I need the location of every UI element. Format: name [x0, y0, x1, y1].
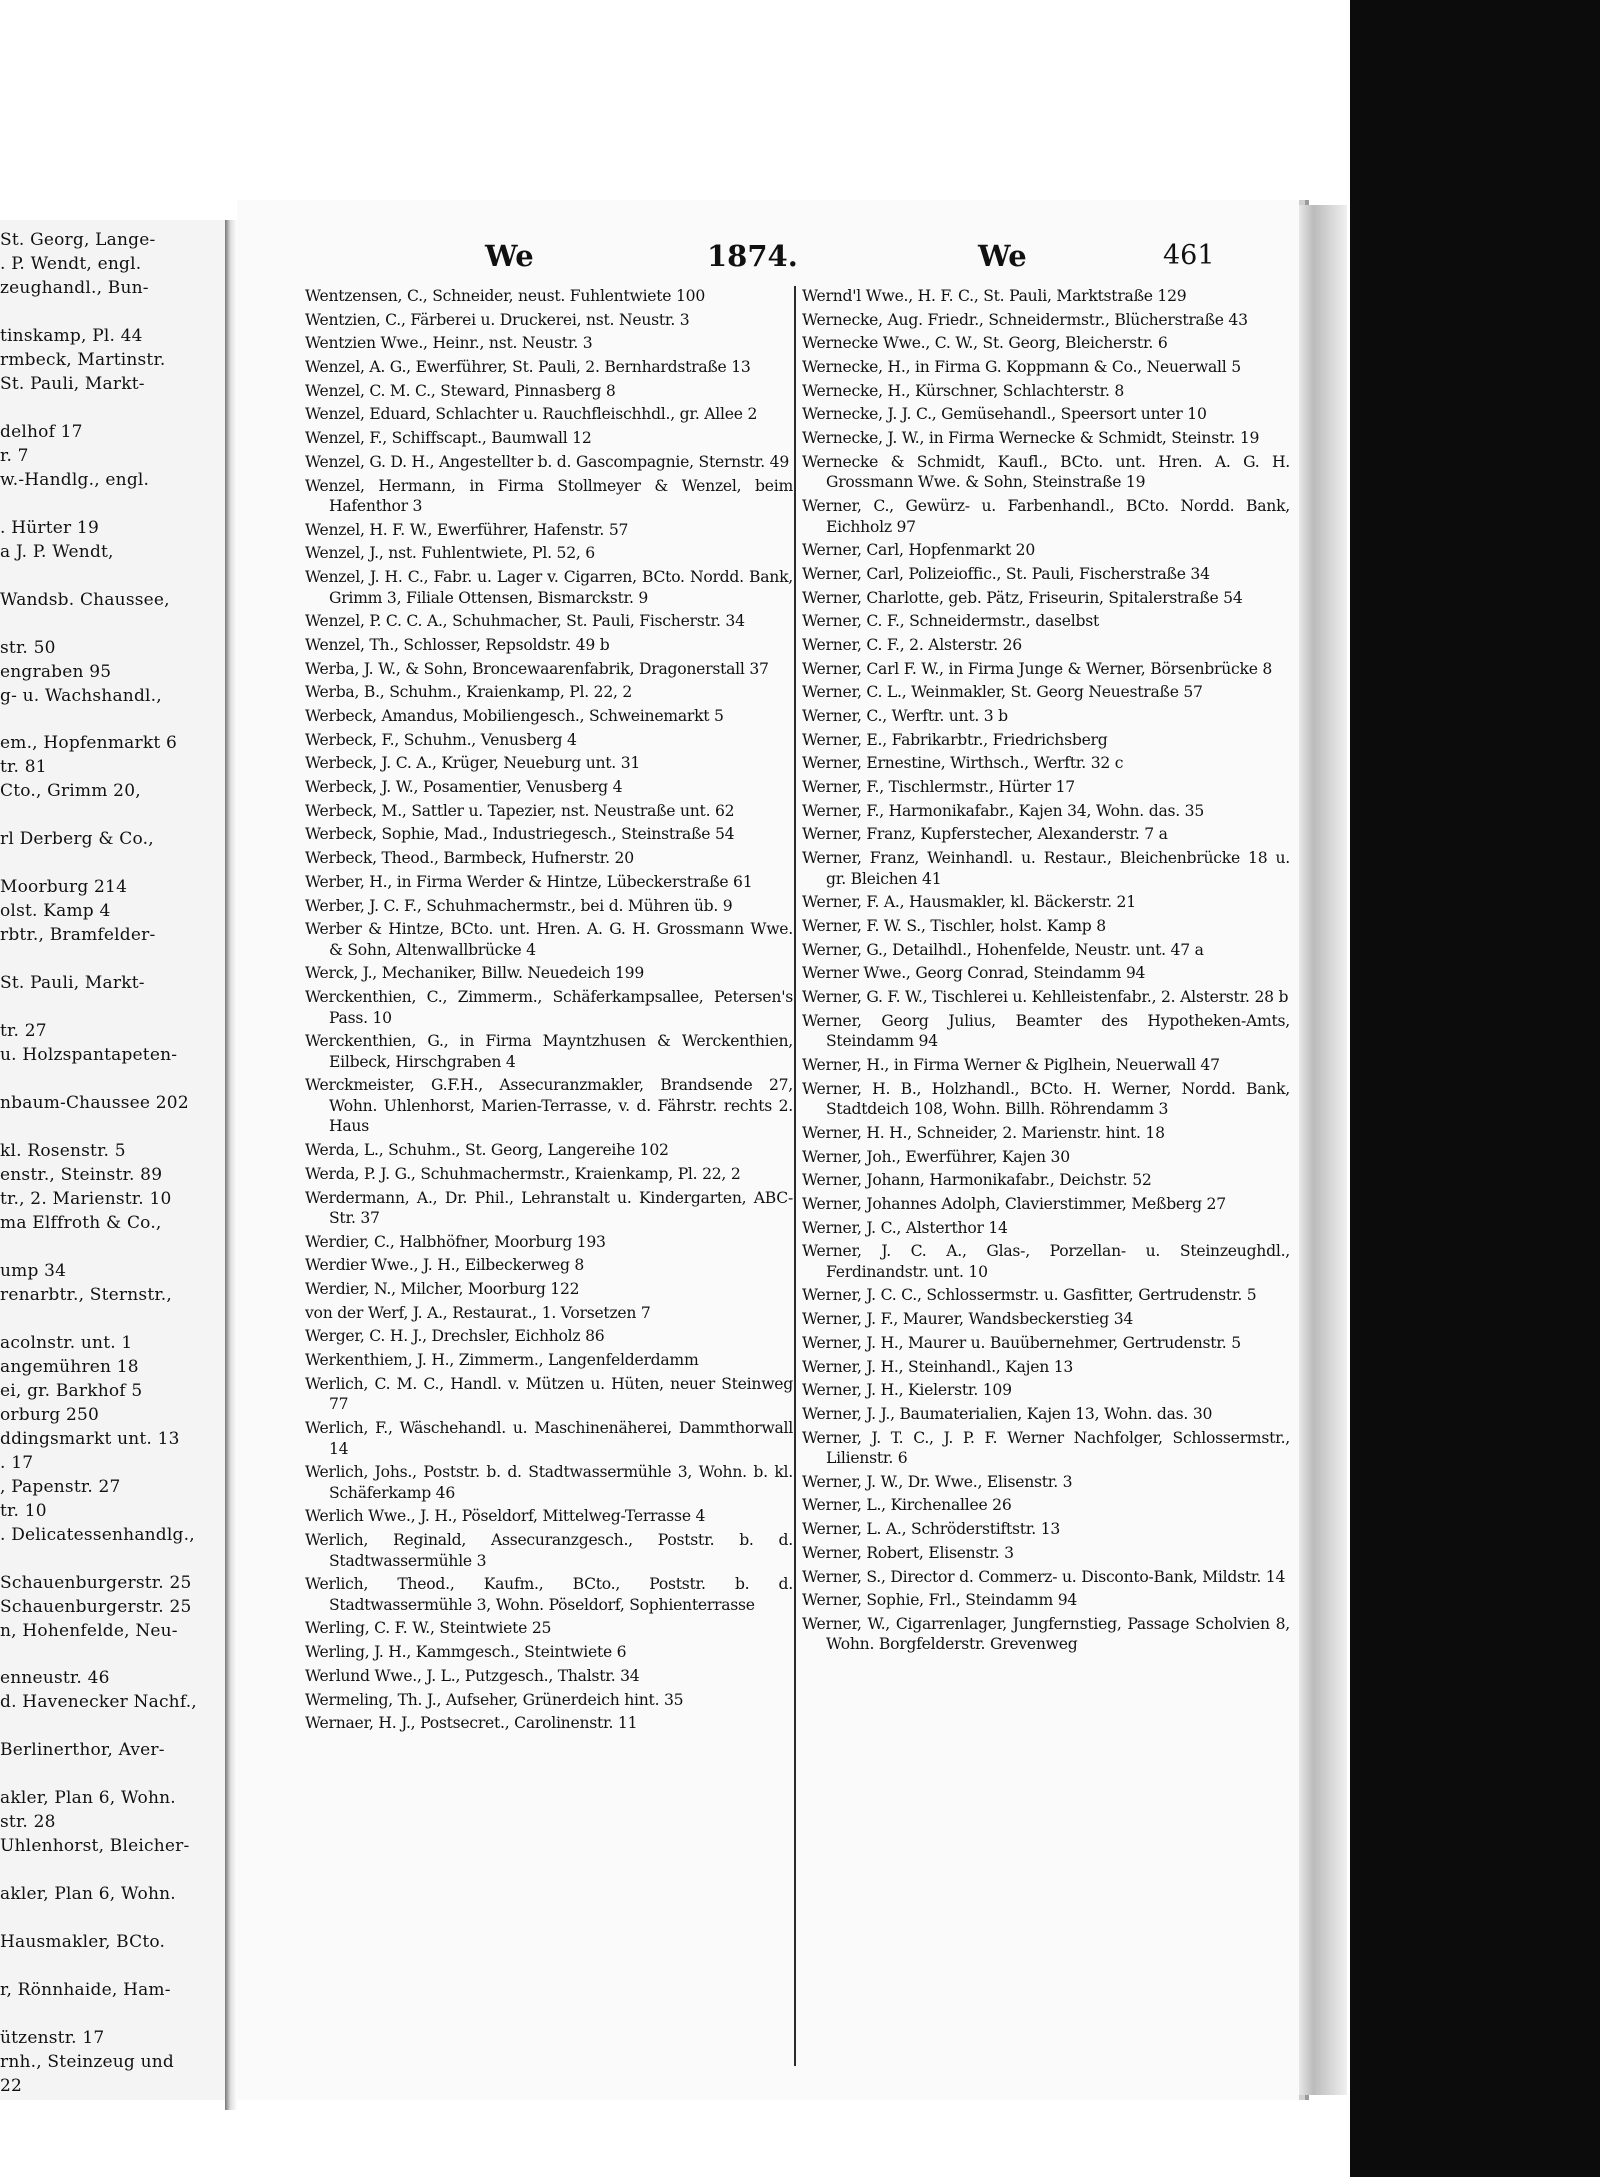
directory-entry: Wernecke, J. J. C., Gemüsehandl., Speersort unter 10: [802, 405, 1207, 424]
directory-entry: Werbeck, Theod., Barmbeck, Hufnerstr. 20: [305, 849, 634, 868]
directory-entry: Wentzien Wwe., Heinr., nst. Neustr. 3: [305, 334, 593, 353]
previous-page-line: rmbeck, Martinstr.: [0, 349, 166, 370]
directory-entry: Werner, J. C. C., Schlossermstr. u. Gasfitter, Gertrudenstr. 5: [802, 1286, 1257, 1305]
previous-page-line: enneustr. 46: [0, 1668, 110, 1689]
directory-entry: Werlich, C. M. C., Handl. v. Mützen u. Hüten, neuer Steinweg 77: [305, 1374, 793, 1414]
previous-page-line: akler, Plan 6, Wohn.: [0, 1788, 176, 1809]
previous-page-line: orburg 250: [0, 1404, 100, 1425]
directory-entry: Werner, Ernestine, Wirthsch., Werftr. 32 c: [802, 754, 1124, 773]
page-number: 461: [1163, 240, 1215, 271]
directory-entry: Werner, J. H., Steinhandl., Kajen 13: [802, 1357, 1074, 1376]
left-column: [305, 286, 793, 2066]
directory-entry: Werner, F. A., Hausmakler, kl. Bäckerstr. 21: [802, 893, 1136, 912]
previous-page-line: Wandsb. Chaussee,: [0, 589, 170, 610]
header-right-key: We: [978, 239, 1027, 273]
directory-entry: Wernecke Wwe., C. W., St. Georg, Bleicherstr. 6: [802, 334, 1168, 353]
previous-page-line: r, Rönnhaide, Ham-: [0, 1980, 171, 2001]
directory-entry: Wernecke, J. W., in Firma Wernecke & Schmidt, Steinstr. 19: [802, 429, 1260, 448]
previous-page-line: ddingsmarkt unt. 13: [0, 1428, 180, 1449]
previous-page-line: , Papenstr. 27: [0, 1476, 121, 1497]
directory-entry: Werdermann, A., Dr. Phil., Lehranstalt u. Kindergarten, ABC-Str. 37: [305, 1188, 793, 1227]
page-edge-shadow: [1299, 205, 1347, 2095]
directory-entry: Werber, H., in Firma Werder & Hintze, Lübeckerstraße 61: [305, 872, 753, 891]
previous-page-line: ump 34: [0, 1260, 67, 1281]
directory-entry: Werling, J. H., Kammgesch., Steintwiete 6: [305, 1643, 627, 1662]
previous-page-line: n, Hohenfelde, Neu-: [0, 1620, 178, 1641]
previous-page-line: St. Georg, Lange-: [0, 230, 156, 250]
previous-page-line: delhof 17: [0, 421, 83, 442]
directory-entry: Werner, J. C. A., Glas-, Porzellan- u. Steinzeughdl., Ferdinandstr. unt. 10: [802, 1242, 1290, 1281]
previous-page-line: Hausmakler, BCto.: [0, 1932, 166, 1953]
directory-entry: Werner, J. J., Baumaterialien, Kajen 13, Wohn. das. 30: [802, 1404, 1213, 1423]
header-year: 1874.: [707, 239, 798, 273]
directory-entry: Wenzel, Th., Schlosser, Repsoldstr. 49 b: [305, 635, 610, 654]
directory-entry: Werlich Wwe., J. H., Pöseldorf, Mittelweg-Terrasse 4: [305, 1507, 706, 1526]
previous-page-line: St. Pauli, Markt-: [0, 973, 145, 994]
directory-entry: Wenzel, F., Schiffscapt., Baumwall 12: [305, 429, 592, 448]
directory-entry: Wermeling, Th. J., Aufseher, Grünerdeich hint. 35: [305, 1690, 684, 1709]
previous-page-line: zeughandl., Bun-: [0, 277, 149, 298]
directory-entry: Werner, G., Detailhdl., Hohenfelde, Neustr. unt. 47 a: [802, 940, 1204, 959]
directory-entry: Werner, C. F., Schneidermstr., daselbst: [802, 612, 1099, 631]
directory-entry: Werner, F., Harmonikafabr., Kajen 34, Wohn. das. 35: [802, 801, 1204, 820]
directory-entry: Werner, W., Cigarrenlager, Jungfernstieg, Passage Scholvien 8, Wohn. Borgfelderstr. Grevenweg: [802, 1614, 1290, 1654]
directory-entry: Werlich, Johs., Poststr. b. d. Stadtwassermühle 3, Wohn. b. kl. Schäferkamp 46: [305, 1463, 793, 1502]
directory-entry: Werner, Franz, Kupferstecher, Alexanderstr. 7 a: [802, 825, 1168, 844]
right-column: [802, 286, 1290, 2066]
directory-entry: Werck, J., Mechaniker, Billw. Neuedeich 199: [305, 964, 644, 983]
directory-entry: Werner, F. W. S., Tischler, holst. Kamp 8: [802, 917, 1106, 935]
previous-page-line: olst. Kamp 4: [0, 901, 111, 922]
previous-page-fragment: [0, 220, 228, 2100]
directory-entry: Werber, J. C. F., Schuhmachermstr., bei d. Mühren üb. 9: [305, 896, 733, 915]
directory-entry: Werner, Georg Julius, Beamter des Hypotheken-Amts, Steindamm 94: [802, 1011, 1290, 1051]
previous-page-line: ützenstr. 17: [0, 2028, 105, 2049]
directory-entry: Werger, C. H. J., Drechsler, Eichholz 86: [305, 1327, 605, 1346]
directory-entry: Werner, H. H., Schneider, 2. Marienstr. hint. 18: [802, 1123, 1165, 1142]
previous-page-line: St. Pauli, Markt-: [0, 373, 145, 394]
previous-page-line: Schauenburgerstr. 25: [0, 1572, 192, 1593]
previous-page-line: em., Hopfenmarkt 6: [0, 733, 177, 754]
directory-entry: Werner, Charlotte, geb. Pätz, Friseurin, Spitalerstraße 54: [802, 588, 1243, 607]
previous-page-line: d. Havenecker Nachf.,: [0, 1692, 197, 1713]
previous-page-line: akler, Plan 6, Wohn.: [0, 1884, 176, 1905]
directory-entry: Werner, J. H., Kielerstr. 109: [802, 1381, 1012, 1400]
directory-entry: Werkenthiem, J. H., Zimmerm., Langenfelderdamm: [305, 1351, 699, 1370]
directory-entry: Wenzel, J., nst. Fuhlentwiete, Pl. 52, 6: [305, 544, 595, 563]
directory-entry: Wenzel, Hermann, in Firma Stollmeyer & Wenzel, beim Hafenthor 3: [305, 476, 793, 515]
directory-entry: Wentzien, C., Färberei u. Druckerei, nst. Neustr. 3: [305, 310, 690, 329]
previous-page-line: ma Elffroth & Co.,: [0, 1212, 162, 1233]
directory-entry: Werba, J. W., & Sohn, Broncewaarenfabrik, Dragonerstall 37: [305, 659, 769, 678]
previous-page-line: tr., 2. Marienstr. 10: [0, 1188, 172, 1209]
previous-page-line: . Delicatessenhandlg.,: [0, 1524, 195, 1545]
directory-entry: Werner, H., in Firma Werner & Piglhein, Neuerwall 47: [802, 1055, 1220, 1074]
directory-entry: Werling, C. F. W., Steintwiete 25: [305, 1619, 552, 1638]
directory-entry: Werner, L. A., Schröderstiftstr. 13: [802, 1520, 1061, 1539]
previous-page-line: Berlinerthor, Aver-: [0, 1740, 165, 1761]
directory-entry: Werner, C. F., 2. Alsterstr. 26: [802, 635, 1022, 654]
directory-entry: von der Werf, J. A., Restaurat., 1. Vorsetzen 7: [305, 1303, 651, 1322]
directory-entry: Werlich, Reginald, Assecuranzgesch., Poststr. b. d. Stadtwassermühle 3: [305, 1531, 793, 1570]
directory-entry: Werbeck, F., Schuhm., Venusberg 4: [305, 730, 577, 749]
directory-entry: Werbeck, J. W., Posamentier, Venusberg 4: [305, 778, 623, 797]
directory-entry: Werlund Wwe., J. L., Putzgesch., Thalstr. 34: [305, 1666, 640, 1685]
directory-entry: Werlich, Theod., Kaufm., BCto., Poststr. b. d. Stadtwassermühle 3, Wohn. Pöseldorf, Sophienterrasse: [305, 1575, 793, 1614]
directory-entry: Werner, J. T. C., J. P. F. Werner Nachfolger, Schlossermstr., Lilienstr. 6: [802, 1428, 1290, 1468]
previous-page-line: enstr., Steinstr. 89: [0, 1165, 163, 1185]
directory-entry: Werner Wwe., Georg Conrad, Steindamm 94: [802, 964, 1146, 983]
previous-page-line: u. Holzspantapeten-: [0, 1045, 178, 1066]
directory-entry: Wernecke, H., in Firma G. Koppmann & Co., Neuerwall 5: [802, 358, 1241, 377]
directory-entry: Werner, G. F. W., Tischlerei u. Kehlleistenfabr., 2. Alsterstr. 28 b: [802, 988, 1289, 1007]
directory-entry: Werner, J. C., Alsterthor 14: [802, 1218, 1008, 1237]
previous-page-line: rl Derberg & Co.,: [0, 829, 154, 850]
previous-page-line: rbtr., Bramfelder-: [0, 925, 156, 946]
directory-entry: Werner, H. B., Holzhandl., BCto. H. Werner, Nordd. Bank, Stadtdeich 108, Wohn. Billh. Röhrendamm 3: [802, 1079, 1290, 1119]
previous-page-line: a J. P. Wendt,: [0, 541, 114, 562]
directory-entry: Werner, L., Kirchenallee 26: [802, 1496, 1012, 1515]
previous-page-line: str. 50: [0, 637, 56, 658]
directory-entry: Wentzensen, C., Schneider, neust. Fuhlentwiete 100: [305, 287, 706, 305]
previous-page-line: Cto., Grimm 20,: [0, 781, 141, 802]
directory-entry: Werner, S., Director d. Commerz- u. Disconto-Bank, Mildstr. 14: [802, 1567, 1286, 1586]
previous-page-line: w.-Handlg., engl.: [0, 469, 150, 490]
directory-entry: Wenzel, J. H. C., Fabr. u. Lager v. Cigarren, BCto. Nordd. Bank, Grimm 3, Filiale Ottensen, Bismarckstr. 9: [305, 568, 793, 607]
previous-page-line: 22: [0, 2076, 23, 2097]
directory-entry: Werba, B., Schuhm., Kraienkamp, Pl. 22, 2: [305, 683, 633, 702]
directory-entry: Werda, L., Schuhm., St. Georg, Langereihe 102: [305, 1141, 669, 1160]
previous-page-line: Uhlenhorst, Bleicher-: [0, 1836, 190, 1857]
directory-entry: Werner, Carl, Hopfenmarkt 20: [802, 541, 1036, 560]
header-left-key: We: [485, 239, 534, 273]
previous-page-line: tr. 81: [0, 757, 47, 778]
directory-entry: Werner, Johannes Adolph, Clavierstimmer, Meßberg 27: [802, 1194, 1226, 1213]
directory-entry: Wenzel, A. G., Ewerführer, St. Pauli, 2. Bernhardstraße 13: [305, 358, 751, 377]
directory-entry: Werbeck, Sophie, Mad., Industriegesch., Steinstraße 54: [305, 825, 735, 844]
directory-entry: Werner, C., Werftr. unt. 3 b: [802, 707, 1008, 725]
directory-entry: Wenzel, G. D. H., Angestellter b. d. Gascompagnie, Sternstr. 49: [305, 452, 789, 471]
directory-page: [237, 200, 1299, 2100]
directory-entry: Werdier Wwe., J. H., Eilbeckerweg 8: [305, 1256, 585, 1275]
directory-entry: Werckenthien, C., Zimmerm., Schäferkampsallee, Petersen's Pass. 10: [305, 988, 793, 1027]
directory-entry: Wenzel, C. M. C., Steward, Pinnasberg 8: [305, 381, 616, 400]
directory-entry: Werdier, C., Halbhöfner, Moorburg 193: [305, 1232, 606, 1251]
previous-page-line: acolnstr. unt. 1: [0, 1332, 133, 1353]
previous-page-line: . 17: [0, 1452, 34, 1473]
directory-entry: Werbeck, Amandus, Mobiliengesch., Schweinemarkt 5: [305, 707, 724, 725]
previous-page-line: . Hürter 19: [0, 517, 99, 538]
previous-page-line: rnh., Steinzeug und: [0, 2052, 174, 2073]
directory-entry: Wernd'l Wwe., H. F. C., St. Pauli, Marktstraße 129: [802, 287, 1187, 305]
previous-page-line: renarbtr., Sternstr.,: [0, 1284, 173, 1305]
previous-page-line: kl. Rosenstr. 5: [0, 1141, 126, 1162]
directory-entry: Werner, Franz, Weinhandl. u. Restaur., Bleichenbrücke 18 u. gr. Bleichen 41: [802, 849, 1290, 888]
previous-page-line: Schauenburgerstr. 25: [0, 1596, 192, 1617]
previous-page-line: tr. 27: [0, 1021, 47, 1042]
directory-entry: Werbeck, J. C. A., Krüger, Neueburg unt. 31: [305, 754, 641, 773]
previous-page-line: tinskamp, Pl. 44: [0, 325, 143, 346]
directory-entry: Werda, P. J. G., Schuhmachermstr., Kraienkamp, Pl. 22, 2: [305, 1164, 741, 1183]
previous-page-line: nbaum-Chaussee 202: [0, 1093, 189, 1114]
directory-entry: Werlich, F., Wäschehandl. u. Maschinenäherei, Dammthorwall 14: [305, 1419, 793, 1458]
directory-entry: Werner, Robert, Elisenstr. 3: [802, 1543, 1014, 1562]
directory-entry: Wenzel, H. F. W., Ewerführer, Hafenstr. 57: [305, 520, 629, 539]
directory-entry: Werner, F., Tischlermstr., Hürter 17: [802, 778, 1075, 797]
directory-entry: Werner, C., Gewürz- u. Farbenhandl., BCto. Nordd. Bank, Eichholz 97: [802, 497, 1290, 536]
directory-entry: Werner, Carl F. W., in Firma Junge & Werner, Börsenbrücke 8: [802, 659, 1273, 678]
previous-page-line: angemühren 18: [0, 1356, 139, 1377]
previous-page-line: . P. Wendt, engl.: [0, 253, 142, 274]
scan-dark-border: [1350, 0, 1600, 2177]
column-divider: [794, 286, 796, 2066]
directory-entry: Werdier, N., Milcher, Moorburg 122: [305, 1280, 580, 1299]
directory-entry: Wernecke & Schmidt, Kaufl., BCto. unt. Hren. A. G. H. Grossmann Wwe. & Sohn, Steinstraße 19: [802, 452, 1290, 492]
directory-entry: Werbeck, M., Sattler u. Tapezier, nst. Neustraße unt. 62: [305, 801, 735, 820]
directory-entry: Wernecke, H., Kürschner, Schlachterstr. 8: [802, 381, 1125, 400]
directory-entry: Werner, J. H., Maurer u. Bauübernehmer, Gertrudenstr. 5: [802, 1333, 1241, 1352]
directory-entry: Werner, J. W., Dr. Wwe., Elisenstr. 3: [802, 1472, 1073, 1491]
directory-entry: Werckenthien, G., in Firma Mayntzhusen & Werckenthien, Eilbeck, Hirschgraben 4: [305, 1032, 793, 1071]
directory-entry: Werner, E., Fabrikarbtr., Friedrichsberg: [802, 730, 1108, 749]
directory-entry: Werner, C. L., Weinmakler, St. Georg Neuestraße 57: [802, 683, 1203, 702]
previous-page-line: engraben 95: [0, 661, 112, 682]
previous-page-line: Moorburg 214: [0, 877, 128, 898]
directory-entry: Werner, J. F., Maurer, Wandsbeckerstieg 34: [802, 1310, 1134, 1329]
previous-page-line: tr. 10: [0, 1500, 47, 1521]
directory-entry: Werber & Hintze, BCto. unt. Hren. A. G. H. Grossmann Wwe. & Sohn, Altenwallbrücke 4: [305, 920, 793, 959]
directory-entry: Werner, Johann, Harmonikafabr., Deichstr. 52: [802, 1171, 1152, 1190]
previous-page-line: r. 7: [0, 445, 29, 466]
directory-entry: Werner, Sophie, Frl., Steindamm 94: [802, 1591, 1078, 1610]
directory-entry: Werner, Joh., Ewerführer, Kajen 30: [802, 1147, 1070, 1166]
directory-entry: Wenzel, Eduard, Schlachter u. Rauchfleischhdl., gr. Allee 2: [305, 405, 758, 424]
book-gutter: [225, 220, 237, 2110]
previous-page-line: ei, gr. Barkhof 5: [0, 1380, 143, 1401]
previous-page-line: str. 28: [0, 1812, 56, 1833]
directory-entry: Wenzel, P. C. C. A., Schuhmacher, St. Pauli, Fischerstr. 34: [305, 612, 745, 631]
directory-entry: Werckmeister, G.F.H., Assecuranzmakler, Brandsende 27, Wohn. Uhlenhorst, Marien-Terrasse, v. d. Fährstr. rechts 2. Haus: [305, 1076, 793, 1136]
previous-page-line: g- u. Wachshandl.,: [0, 685, 162, 706]
directory-entry: Wernaer, H. J., Postsecret., Carolinenstr. 11: [305, 1714, 638, 1733]
directory-entry: Wernecke, Aug. Friedr., Schneidermstr., Blücherstraße 43: [802, 310, 1248, 329]
directory-entry: Werner, Carl, Polizeioffic., St. Pauli, Fischerstraße 34: [802, 564, 1210, 583]
